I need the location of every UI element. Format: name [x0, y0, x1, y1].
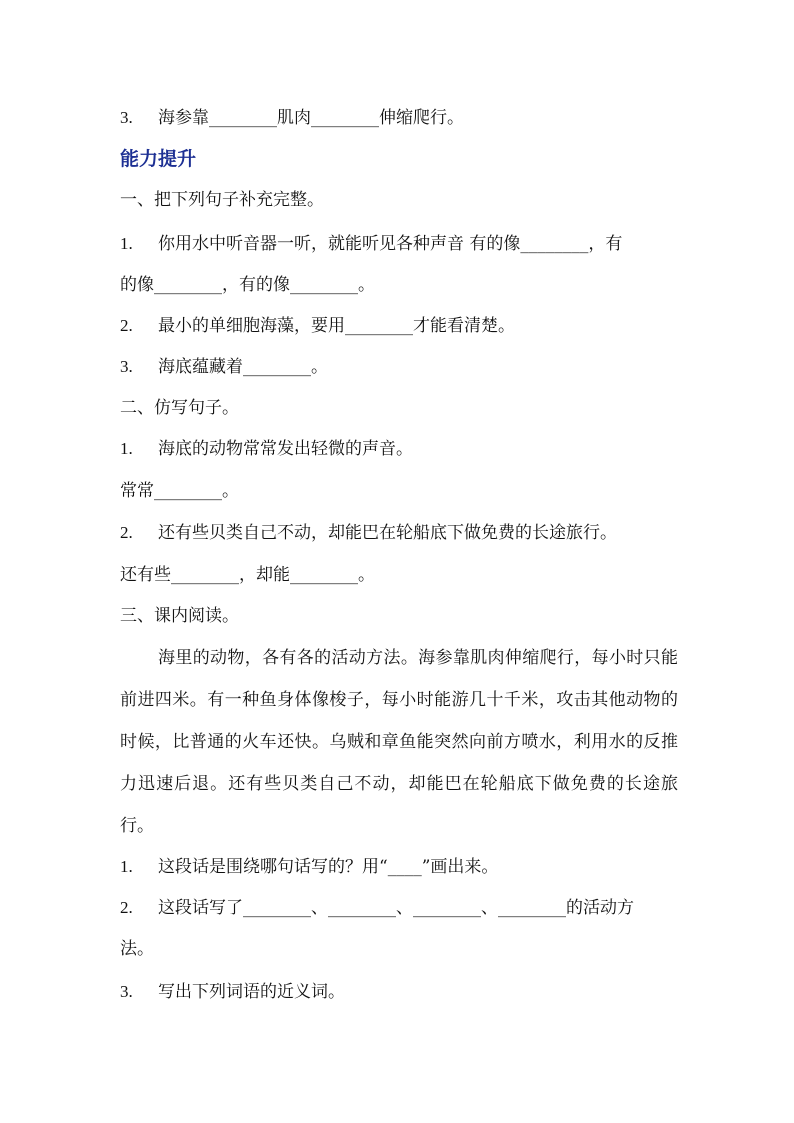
question-number: 3.	[120, 357, 133, 376]
question-text: 海底蕴藏着________。	[158, 357, 328, 377]
question-text: 写出下列词语的近义词。	[158, 982, 345, 1002]
part3-question-3	[120, 980, 345, 1004]
question-number: 1.	[120, 234, 133, 253]
question-number: 2.	[120, 898, 133, 917]
question-text: 你用水中听音器一听，就能听见各种声音 有的像________，有	[158, 234, 623, 254]
part3-question-1	[120, 855, 498, 879]
question-number: 1.	[120, 857, 133, 876]
question-text: 海参靠________肌肉________伸缩爬行。	[158, 108, 464, 128]
reading-passage: 海里的动物，各有各的活动方法。海参靠肌肉伸缩爬行，每小时只能前进四米。有一种鱼身体像梭子，每小时能游几十千米，攻击其他动物的时候，比普通的火车还快。乌贼和章鱼能突然向前方喷水，利用水的反推力迅速后退。还有些贝类自己不动，却能巴在轮船底下做免费的长途旅行。	[120, 648, 678, 836]
question-top-3	[120, 106, 464, 130]
question-number: 2.	[120, 316, 133, 335]
part2-answer-2: 还有些________，却能________。	[120, 565, 375, 585]
part3-question-2-line2: 法。	[120, 939, 154, 959]
question-text: 还有些贝类自己不动，却能巴在轮船底下做免费的长途旅行。	[158, 523, 617, 543]
part2-question-2	[120, 521, 617, 545]
part1-title: 一、把下列句子补充完整。	[120, 190, 324, 210]
question-text: 最小的单细胞海藻，要用________才能看清楚。	[158, 316, 515, 336]
question-number: 2.	[120, 523, 133, 542]
part1-question-2	[120, 314, 515, 338]
part2-question-1	[120, 437, 413, 461]
question-number: 3.	[120, 982, 133, 1001]
question-text: 这段话是围绕哪句话写的？用“____”画出来。	[158, 857, 499, 877]
question-text: 海底的动物常常发出轻微的声音。	[158, 439, 413, 459]
part1-question-3	[120, 355, 328, 379]
part3-title: 三、课内阅读。	[120, 606, 239, 626]
part2-title: 二、仿写句子。	[120, 398, 239, 418]
part2-answer-1: 常常________。	[120, 481, 239, 501]
part3-question-2-line1	[120, 896, 634, 920]
question-text: 这段话写了________、________、________、________的活动方	[158, 898, 634, 918]
section-heading: 能力提升	[120, 148, 197, 170]
question-number: 3.	[120, 108, 133, 127]
part1-question-1-line2: 的像________，有的像________。	[120, 275, 375, 295]
question-number: 1.	[120, 439, 133, 458]
part1-question-1-line1	[120, 232, 622, 256]
